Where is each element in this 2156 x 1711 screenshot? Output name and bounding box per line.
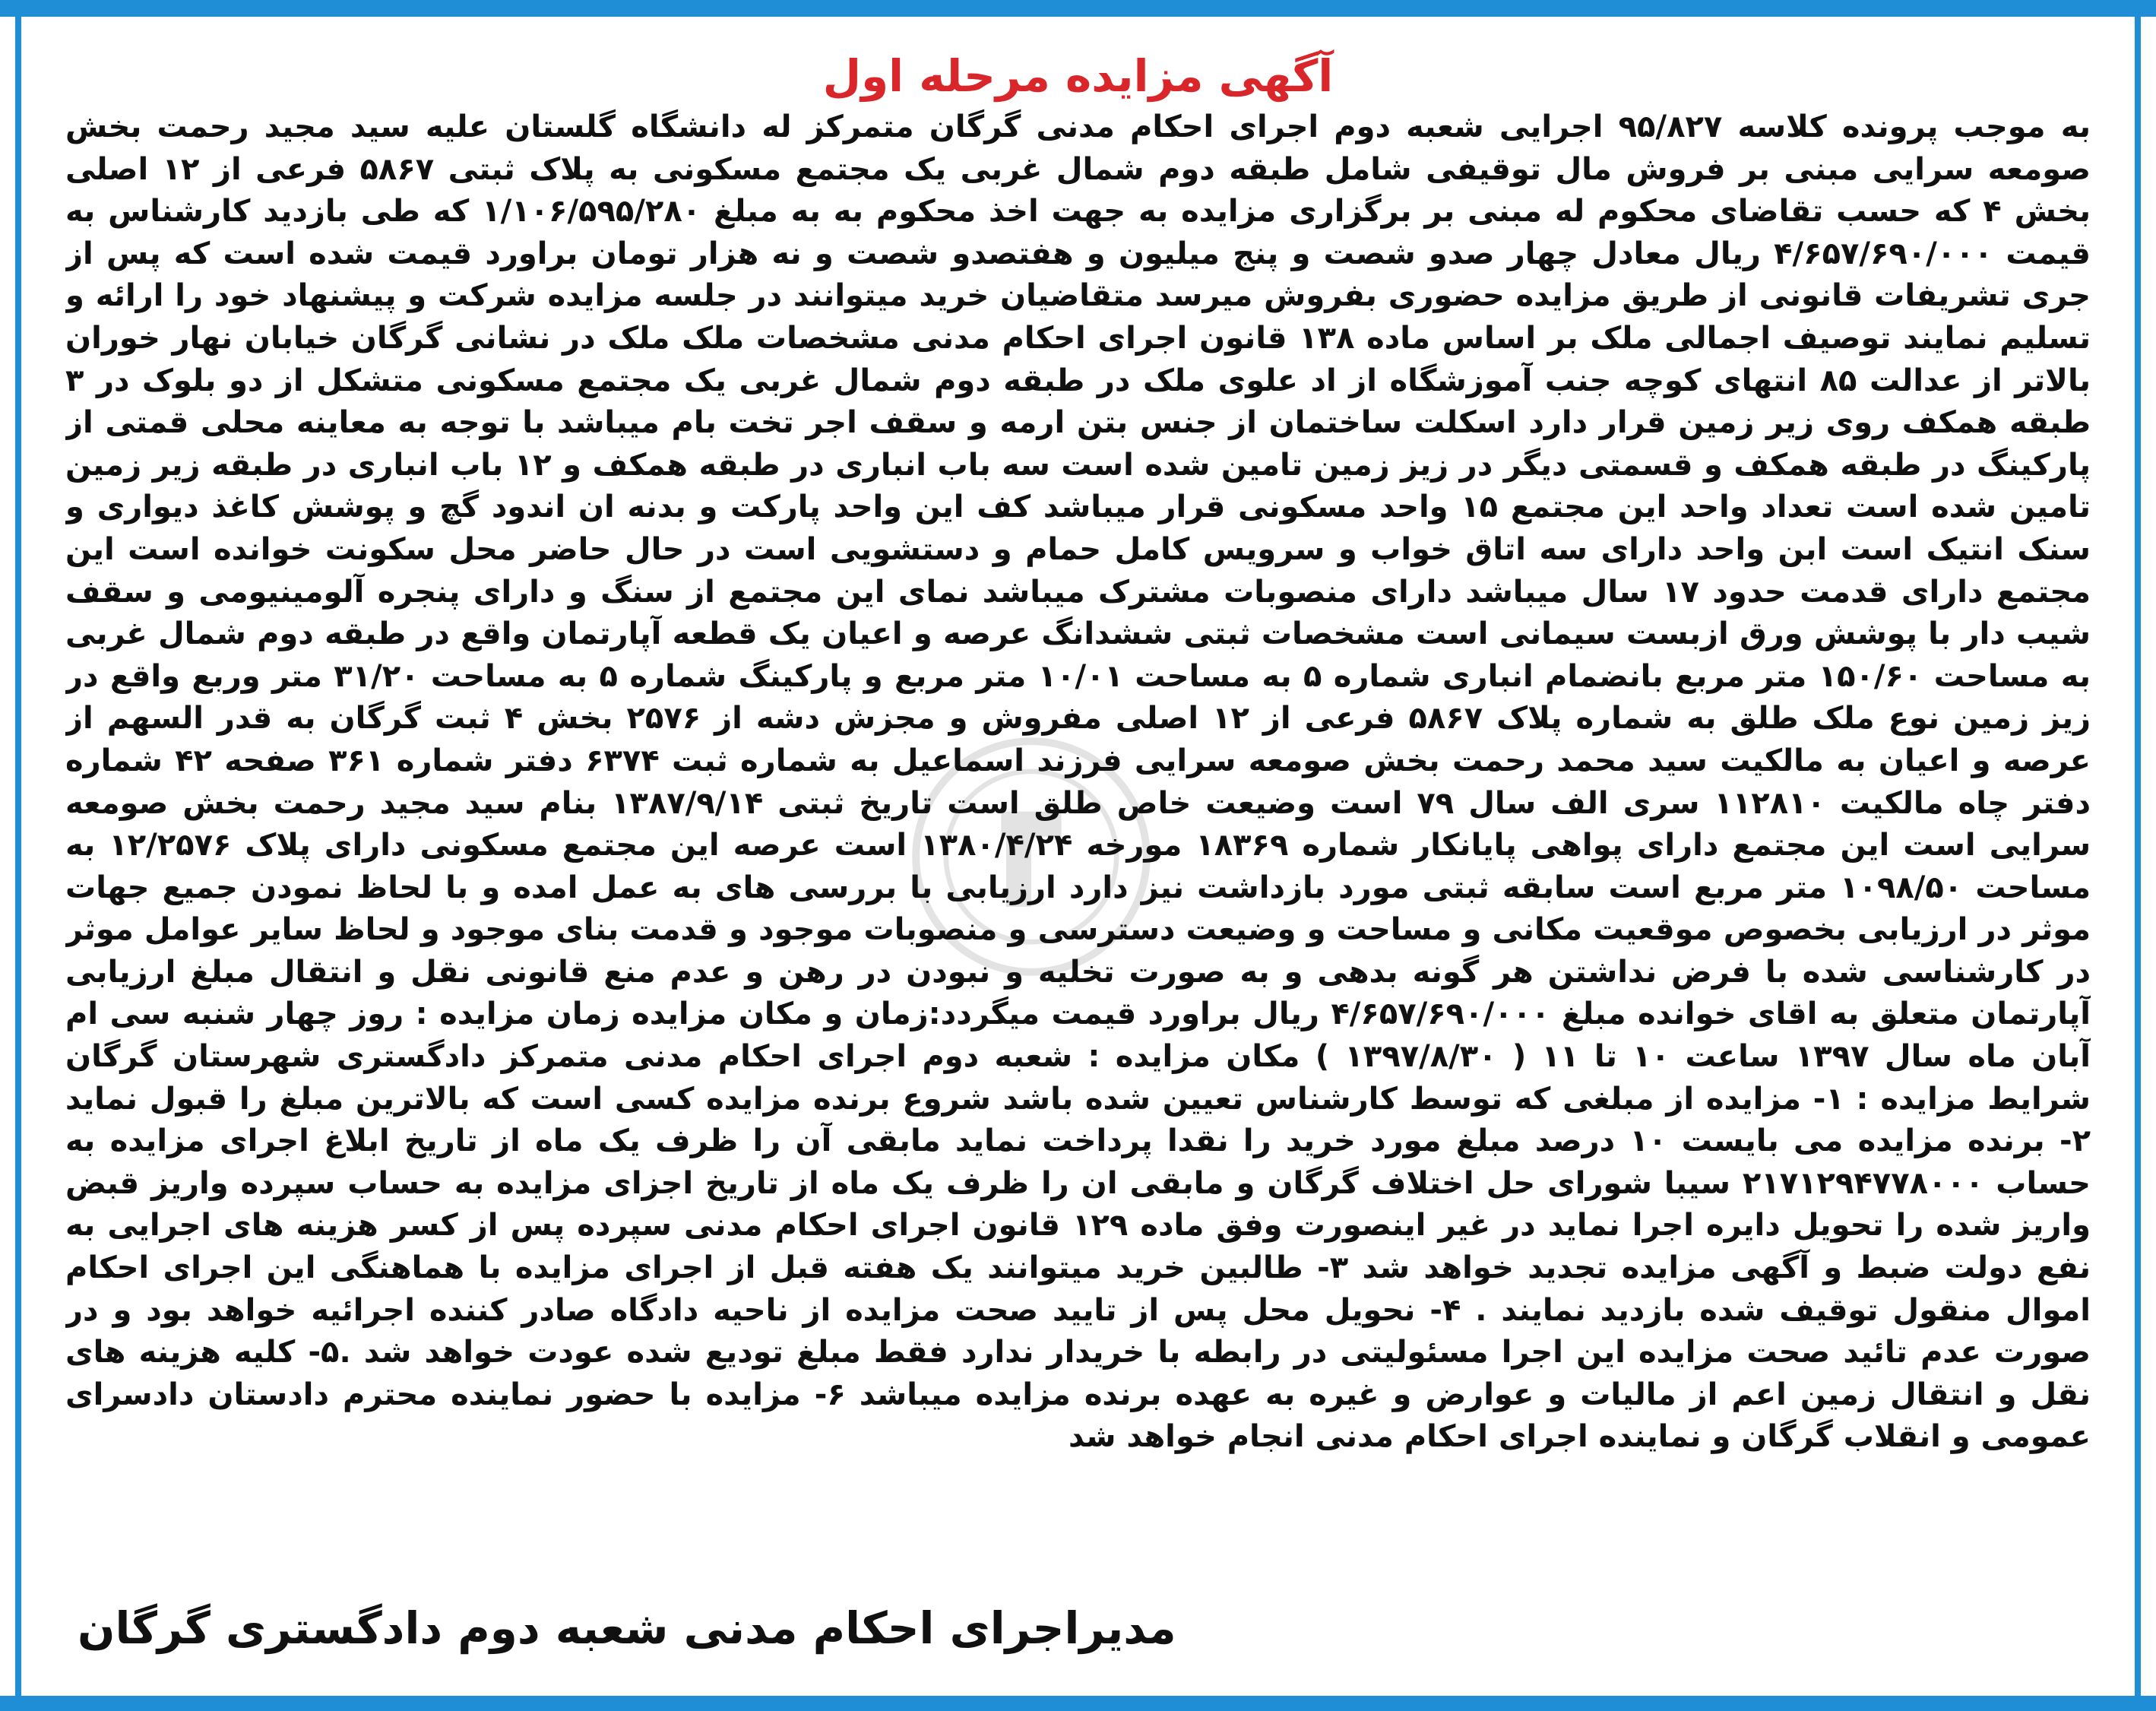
left-border [0,17,21,1696]
right-border [2135,17,2156,1696]
notice-body: به موجب پرونده کلاسه ۹۵/۸۲۷ اجرایی شعبه دوم اجرای احکام مدنی گرگان متمرکز له دانشگاه گلستان علیه سید مجید رحمت بخش صومعه سرایی مبنی بر فروش مال توقیفی شامل طبقه دوم شمال غربی یک مجتمع مسکونی به پلاک ثبتی ۵۸۶۷ فرعی از ۱۲ اصلی بخش ۴ که حسب تقاضای محکوم له مبنی بر برگزاری مزایده به جهت اخذ محکوم به به مبلغ ۱/۱۰۶/۵۹۵/۲۸۰ که طی بازدید کارشناس به قیمت ۴/۶۵۷/۶۹۰/۰۰۰ ریال معادل چهار صدو شصت و پنج میلیون و هفتصدو شصت و نه هزار تومان براورد قیمت شده است که پس از جری تشریفات قانونی از طریق مزایده حضوری بفروش میرسد متقاضیان خرید میتوانند در جلسه مزایده شرکت و پیشنهاد خود را ارائه و تسلیم نمایند توصیف اجمالی ملک بر اساس ماده ۱۳۸ قانون اجرای احکام مدنی مشخصات ملک ملک در نشانی گرگان خیابان نهار خوران بالاتر از عدالت ۸۵ انتهای کوچه جنب آموزشگاه از اد علوی ملک در طبقه دوم شمال غربی یک مجتمع مسکونی متشکل از دو بلوک در ۳ طبقه همکف روی زیر زمین قرار دارد اسکلت ساختمان از جنس بتن ارمه و سقف اجر تخت بام میباشد با توجه به معاینه محلی قمتی از پارکینگ در طبقه همکف و قسمتی دیگر در زیز زمین تامین شده است سه باب انباری در طبقه همکف و ۱۲ باب انباری در طبقه زیر زمین تامین شده است تعداد واحد این مجتمع ۱۵ واحد مسکونی قرار میباشد کف این واحد پارکت و بدنه ان اندود گچ و پوشش کاغذ دیواری و سنک انتیک است ابن واحد دارای سه اتاق خواب و سرویس کامل حمام و دستشویی است در حال حاضر محل سکونت خوانده است این مجتمع دارای قدمت حدود ۱۷ سال میباشد دارای منصوبات مشترک میباشد نمای این مجتمع از سنگ و دارای پنجره آلومینیومی و سقف شیب دار با پوشش ورق ازبست سیمانی است مشخصات ثبتی ششدانگ عرصه و اعیان یک قطعه آپارتمان واقع در طبقه دوم شمال غربی به مساحت ۱۵۰/۶۰ متر مربع بانضمام انباری شماره ۵ به مساحت ۱۰/۰۱ متر مربع و پارکینگ شماره ۵ به مساحت ۳۱/۲۰ متر وربع واقع در زیز زمین نوع ملک طلق به شماره پلاک ۵۸۶۷ فرعی از ۱۲ اصلی مفروش و مجزش دشه از ۲۵۷۶ بخش ۴ ثبت گرگان به قدر السهم از عرصه و اعیان به مالکیت سید محمد رحمت بخش صومعه سرایی فرزند اسماعیل به شماره ثبت ۶۳۷۴ دفتر شماره ۳۶۱ صفحه ۴۲ شماره دفتر چاه مالکیت ۱۱۲۸۱۰ سری الف سال ۷۹ است وضیعت خاص طلق است تاریخ ثبتی ۱۳۸۷/۹/۱۴ بنام سید مجید رحمت بخش صومعه سرایی است این مجتمع دارای پواهی پایانکار شماره ۱۸۳۶۹ مورخه ۱۳۸۰/۴/۲۴ است عرصه این مجتمع مسکونی دارای پلاک ۱۲/۲۵۷۶ به مساحت ۱۰۹۸/۵۰ متر مربع است سابقه ثبتی مورد بازداشت نیز دارد ارزیابی با بررسی های به عمل امده و با لحاظ نمودن جمیع جهات موثر در ارزیابی بخصوص موقعیت مکانی و مساحت و وضیعت دسترسی و منصوبات موجود و قدمت بنای موجود و لحاظ سایر عوامل موثر در کارشناسی شده با فرض نداشتن هر گونه بدهی و به صورت تخلیه و نبودن در رهن و عدم منع قانونی نقل و انتقال مبلغ ارزیابی آپارتمان متعلق به اقای خوانده مبلغ ۴/۶۵۷/۶۹۰/۰۰۰ ریال براورد قیمت میگردد:زمان و مکان مزایده زمان مزایده : روز چهار شنبه سی ام آبان ماه سال ۱۳۹۷ ساعت ۱۰ تا ۱۱ ( ۱۳۹۷/۸/۳۰ ) مکان مزایده : شعبه دوم اجرای احکام مدنی متمرکز دادگستری شهرستان گرگان شرایط مزایده : ۱- مزایده از مبلغی که توسط کارشناس تعیین شده باشد شروع برنده مزایده کسی است که بالاترین مبلغ را قبول نماید ۲- برنده مزایده می بایست ۱۰ درصد مبلغ مورد خرید را نقدا پرداخت نماید مابقی آن را ظرف یک ماه از تاریخ ابلاغ اجرای مزایده به حساب ۲۱۷۱۲۹۴۷۷۸۰۰۰ سیبا شورای حل اختلاف گرگان و مابقی ان را ظرف یک ماه از تاریخ اجزای مزایده به حساب سپرده واریز قبض واریز شده را تحویل دایره اجرا نماید در غیر اینصورت وفق ماده ۱۲۹ قانون اجرای احکام مدنی سپرده پس از کسر هزینه های اجرایی به نفع دولت ضبط و آگهی مزایده تجدید خواهد شد ۳- طالبین خرید میتوانند یک هفته قبل از اجرای مزایده با هماهنگی این اجرای احکام اموال منقول توقیف شده بازدید نمایند . ۴- نحویل محل پس از تایید صحت مزایده از ناحیه دادگاه صادر کننده اجرائیه خواهد بود و در صورت عدم تائید صحت مزایده این اجرا مسئولیتی در رابطه با خریدار ندارد فقط مبلغ تودیع شده عودت خواهد شد .۵- کلیه هزینه های نقل و انتقال زمین اعم از مالیات و عوارض و غیره به عهده برنده مزایده میباشد ۶- مزایده با حضور نماینده محترم دادستان دادسرای عمومی و انقلاب گرگان و نماینده اجرای احکام مدنی انجام خواهد شد [65,109,2091,1455]
notice-signature: مدیراجرای احکام مدنی شعبه دوم دادگستری گرگان [78,1602,1176,1654]
top-border [0,0,2156,17]
notice-frame [32,17,2124,1696]
bottom-border [0,1696,2156,1711]
notice-title: آگهی مزایده مرحله اول [822,50,1334,102]
